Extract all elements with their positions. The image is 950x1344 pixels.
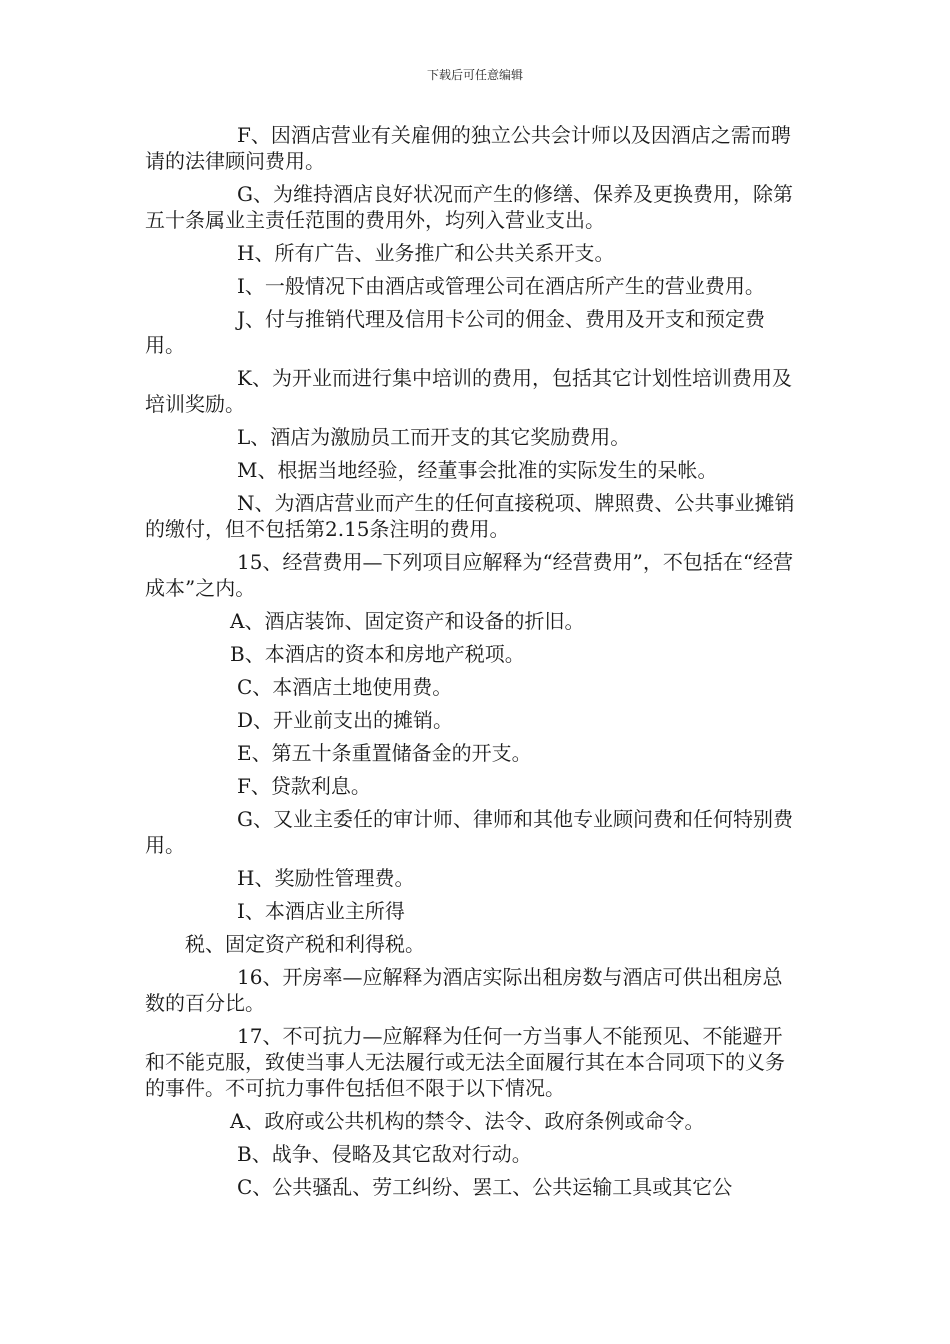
paragraph: I、本酒店业主所得: [237, 899, 405, 923]
paragraph: B、战争、侵略及其它敌对行动。: [237, 1142, 532, 1166]
paragraph: M、根据当地经验，经董事会批准的实际发生的呆帐。: [237, 458, 718, 482]
paragraph: D、开业前支出的摊销。: [237, 708, 454, 732]
paragraph: I、一般情况下由酒店或管理公司在酒店所产生的营业费用。: [237, 274, 765, 298]
page-header: 下载后可任意编辑: [426, 68, 523, 82]
paragraph: 17、不可抗力—应解释为任何一方当事人不能预见、不能避开和不能克服，致使当事人无法履行或无法全面履行其在本合同项下的义务的事件。不可抗力事件包括但不限于以下情况。: [145, 1024, 785, 1100]
paragraph: A、政府或公共机构的禁令、法令、政府条例或命令。: [230, 1109, 705, 1133]
paragraph: 15、经营费用—下列项目应解释为“经营费用”，不包括在“经营成本”之内。: [145, 550, 794, 600]
paragraph: 税、固定资产税和利得税。: [185, 932, 425, 956]
paragraph: G、为维持酒店良好状况而产生的修缮、保养及更换费用，除第五十条属业主责任范围的费用外，均列入营业支出。: [145, 182, 793, 232]
document-body: [145, 122, 800, 1207]
paragraph: L、酒店为激励员工而开支的其它奖励费用。: [237, 425, 631, 449]
paragraph: B、本酒店的资本和房地产税项。: [230, 642, 525, 666]
paragraph: C、本酒店土地使用费。: [237, 675, 453, 699]
paragraph: A、酒店装饰、固定资产和设备的折旧。: [230, 609, 585, 633]
paragraph: 16、开房率—应解释为酒店实际出租房数与酒店可供出租房总数的百分比。: [145, 965, 783, 1015]
paragraph: E、第五十条重置储备金的开支。: [237, 741, 532, 765]
paragraph: H、奖励性管理费。: [237, 866, 415, 890]
paragraph: J、付与推销代理及信用卡公司的佣金、费用及开支和预定费用。: [145, 307, 766, 357]
paragraph: C、公共骚乱、劳工纠纷、罢工、公共运输工具或其它公: [237, 1175, 733, 1199]
paragraph: H、所有广告、业务推广和公共关系开支。: [237, 241, 615, 265]
paragraph: K、为开业而进行集中培训的费用，包括其它计划性培训费用及培训奖励。: [145, 366, 792, 416]
paragraph: N、为酒店营业而产生的任何直接税项、牌照费、公共事业摊销的缴付，但不包括第2.15条注明的费用。: [145, 491, 795, 541]
paragraph: F、因酒店营业有关雇佣的独立公共会计师以及因酒店之需而聘请的法律顾问费用。: [145, 123, 791, 173]
paragraph: G、又业主委任的审计师、律师和其他专业顾问费和任何特别费用。: [145, 807, 793, 857]
paragraph: F、贷款利息。: [237, 774, 371, 798]
